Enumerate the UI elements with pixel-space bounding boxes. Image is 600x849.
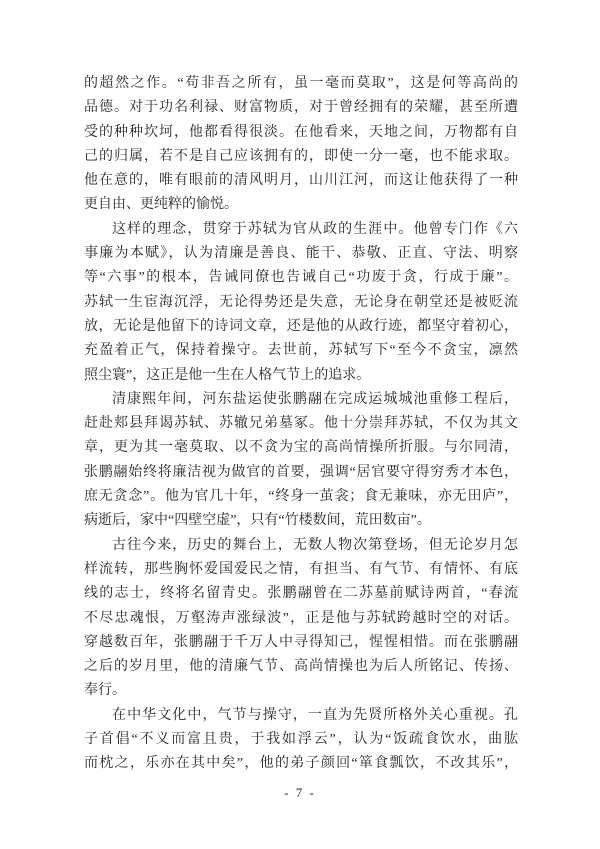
text-line: 他在意的，唯有眼前的清风明月，山川江河，而这让他获得了一种 xyxy=(84,173,518,189)
page-number: - 7 - xyxy=(284,785,316,800)
text-line: 章，更为其一毫莫取、以不贪为宝的高尚情操所折服。与尔同清， xyxy=(84,440,518,456)
text-line: 病逝后，家中“四壁空虚”，只有“竹楼数间，荒田数亩”。 xyxy=(84,513,431,529)
text-line: 事廉为本赋》，认为清廉是善良、能干、恭敬、正直、守法、明察 xyxy=(84,246,518,262)
text-line: 苏轼一生宦海沉浮，无论得势还是失意，无论身在朝堂还是被贬流 xyxy=(84,294,518,310)
text-line: 而枕之，乐亦在其中矣”，他的弟子颜回“箪食瓢饮，不改其乐”， xyxy=(84,756,518,772)
text-line: 子首倡“不义而富且贵，于我如浮云”，认为“饭疏食饮水，曲肱 xyxy=(84,732,518,748)
text-line: 放，无论是他留下的诗词文章，还是他的从政行迹，都坚守着初心， xyxy=(84,318,518,334)
text-line: 之后的岁月里，他的清廉气节、高尚情操也为后人所铭记、传扬、 xyxy=(84,659,518,675)
text-line: 在中华文化中，气节与操守，一直为先贤所格外关心重视。孔 xyxy=(112,707,518,723)
text-line: 品德。对于功名利禄、财富物质，对于曾经拥有的荣耀，甚至所遭 xyxy=(84,100,518,116)
text-line: 赶赴郏县拜谒苏轼、苏辙兄弟墓冢。他十分崇拜苏轼，不仅为其文 xyxy=(84,416,518,432)
document-body xyxy=(84,72,518,777)
text-line: 这样的理念，贯穿于苏轼为官从政的生涯中。他曾专门作《六 xyxy=(112,221,518,237)
text-line: 等“六事”的根本，告诫同僚也告诫自己“功废于贪，行成于廉”。 xyxy=(84,270,518,286)
text-line: 样流转，那些胸怀爱国爱民之情，有担当、有气节、有情怀、有底 xyxy=(84,561,518,577)
text-line: 张鹏翮始终将廉洁视为做官的首要，强调“居官要守得穷秀才本色， xyxy=(84,464,518,480)
text-line: 的超然之作。“苟非吾之所有，虽一毫而莫取”，这是何等高尚的 xyxy=(84,76,518,91)
text-line: 古往今来，历史的舞台上，无数人物次第登场，但无论岁月怎 xyxy=(112,537,518,553)
text-line: 穿越数百年，张鹏翮于千万人中寻得知己，惺惺相惜。而在张鹏翮 xyxy=(84,634,518,650)
text-line: 更自由、更纯粹的愉悦。 xyxy=(84,197,238,213)
text-line: 线的志士，终将名留青史。张鹏翮曾在二苏墓前赋诗两首，“春流 xyxy=(84,586,518,602)
text-line: 己的归属，若不是自己应该拥有的，即使一分一毫，也不能求取。 xyxy=(84,148,518,164)
text-line: 受的种种坎坷，他都看得很淡。在他看来，天地之间，万物都有自 xyxy=(84,124,518,140)
text-line: 不尽忠魂恨，万壑涛声涨绿波”，正是他与苏轼跨越时空的对话。 xyxy=(84,610,518,626)
text-line: 奉行。 xyxy=(84,683,126,699)
text-line: 照尘寰”，这正是他一生在人格气节上的追求。 xyxy=(84,367,371,383)
text-line: 庶无贪念”。他为官几十年，“终身一茧衾；食无兼味，亦无田庐”， xyxy=(84,489,518,505)
text-line: 清康熙年间，河东盐运使张鹏翮在完成运城城池重修工程后， xyxy=(112,391,518,407)
text-line: 充盈着正气，保持着操守。去世前，苏轼写下“至今不贪宝，凛然 xyxy=(84,343,518,359)
